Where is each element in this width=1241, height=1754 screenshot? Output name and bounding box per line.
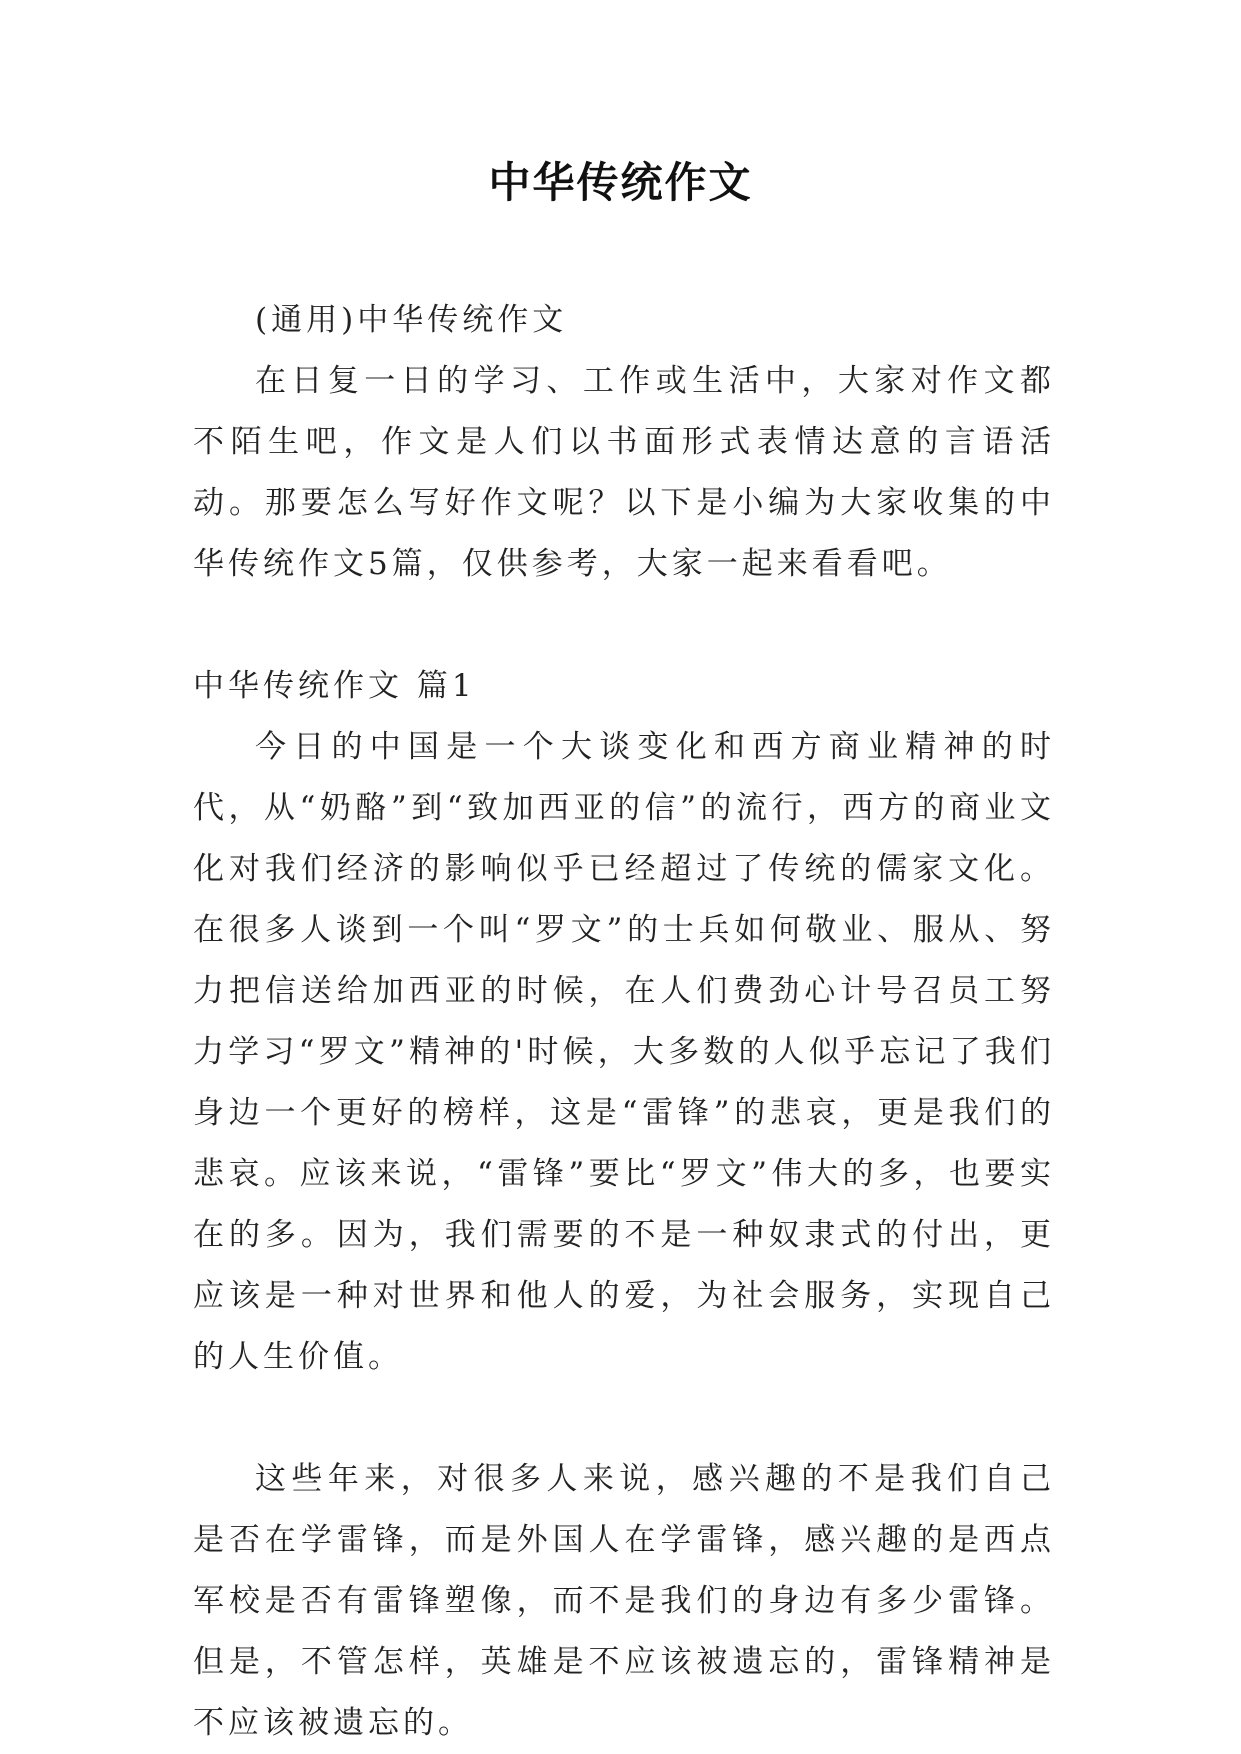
paragraph-spacer bbox=[193, 1388, 1055, 1449]
document-title: 中华传统作文 bbox=[488, 158, 753, 207]
document-subtitle: (通用)中华传统作文 bbox=[255, 302, 568, 338]
document-body bbox=[193, 290, 1055, 1754]
intro-paragraph: 在日复一日的学习、工作或生活中，大家对作文都不陌生吧，作文是人们以书面形式表情达意的言语活动。那要怎么写好作文呢？以下是小编为大家收集的中华传统作文5篇，仅供参考，大家一起来看看吧。 bbox=[193, 363, 1055, 582]
section-paragraph: 这些年来，对很多人来说，感兴趣的不是我们自己是否在学雷锋，而是外国人在学雷锋，感兴趣的是西点军校是否有雷锋塑像，而不是我们的身边有多少雷锋。但是，不管怎样，英雄是不应该被遗忘的，雷锋精神是不应该被遗忘的。 bbox=[193, 1461, 1055, 1741]
section-heading: 中华传统作文 篇1 bbox=[193, 668, 476, 704]
section-paragraph: 今日的中国是一个大谈变化和西方商业精神的时代，从“奶酪”到“致加西亚的信”的流行，西方的商业文化对我们经济的影响似乎已经超过了传统的儒家文化。在很多人谈到一个叫“罗文”的士兵如何敬业、服从、努力把信送给加西亚的时候，在人们费劲心计号召员工努力学习“罗文”精神的'时候，大多数的人似乎忘记了我们身边一个更好的榜样，这是“雷锋”的悲哀，更是我们的悲哀。应该来说，“雷锋”要比“罗文”伟大的多，也要实在的多。因为，我们需要的不是一种奴隶式的付出，更应该是一种对世界和他人的爱，为社会服务，实现自己的人生价值。 bbox=[193, 729, 1055, 1375]
